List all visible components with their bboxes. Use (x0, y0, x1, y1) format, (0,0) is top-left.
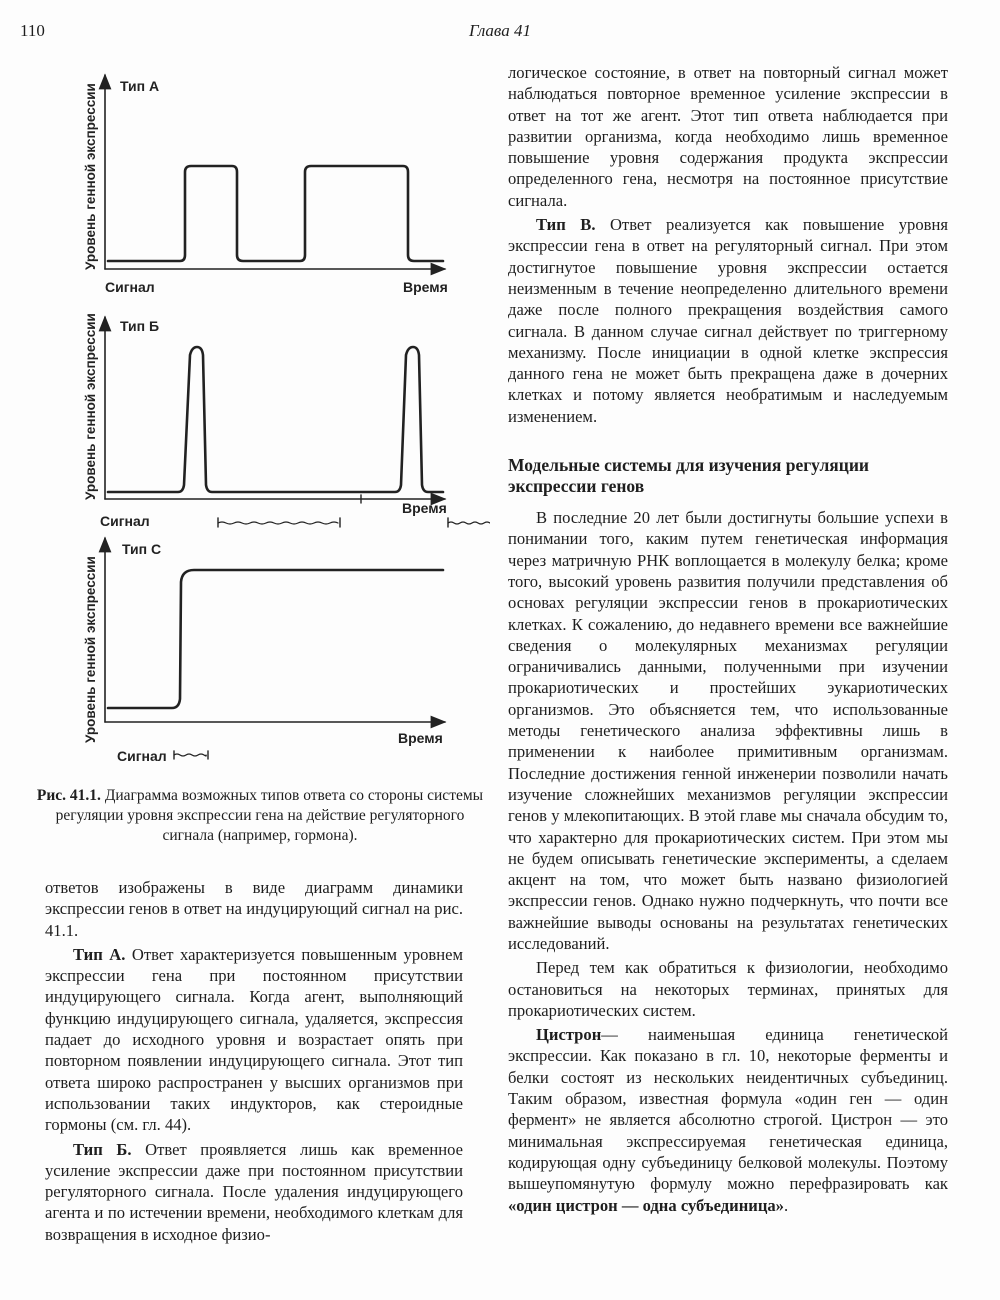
panel-a-title: Тип А (120, 78, 160, 94)
panel-c-title: Тип С (122, 541, 162, 557)
panel-a-ylabel: Уровень генной экспрессии (83, 83, 98, 270)
running-head: Глава 41 (469, 21, 531, 40)
expression-diagrams (60, 55, 490, 775)
panel-c-signal-label: Сигнал (117, 748, 167, 764)
left-paragraph-type-a (45, 944, 463, 1136)
section-heading: Модельные системы для изучения регуляции экспрессии генов (508, 455, 870, 497)
left-paragraph-type-b (45, 1139, 463, 1245)
right-paragraph-cistron (508, 1024, 948, 1216)
left-paragraph-1: ответов изображены в виде диаграмм динамики экспрессии генов в ответ на индуцирующий сигнал на рис. 41.1. (45, 878, 463, 940)
cistron-label: Цистрон (536, 1025, 602, 1045)
cistron-text: — наименьшая единица генетической экспрессии. Как показано в гл. 10, некоторые ферменты и белки состоят из нескольких неидентичных субъединиц. Таким образом, известная формула «один ген — один фермент» не является абсолютно строгой. Цистрон — это минимальная экспрессируемая генетическая единица, кодирующая одну субъединицу белковой молекулы. Поэтому вышеупомянутую формулу можно перефразировать как (508, 1025, 948, 1194)
type-v-text: Ответ реализуется как повышение уровня экспрессии гена в ответ на регуляторный сигнал. При этом достигнутое повышение уровня экспрессии остается неизменным в течение неопределенно длительного времени даже после полного прекращения воздействия самого сигнала. В данном случае сигнал действует по триггерному механизму. После инициации в одной клетке экспрессия данного гена не может быть прекращена даже в дочерних клетках и потому является необратимым и наследуемым изменением. (508, 215, 948, 426)
figure-41-1 (60, 55, 490, 775)
cistron-tail: . (783, 1195, 789, 1215)
type-v-label: Тип В. (536, 215, 596, 235)
right-paragraph-type-v (508, 214, 948, 427)
panel-b-title: Тип Б (120, 318, 160, 334)
panel-type-c (105, 538, 445, 759)
panel-b-ylabel: Уровень генной экспрессии (83, 313, 98, 500)
type-a-text: Ответ характеризуется повышенным уровнем экспрессии гена при постоянном присутствии индуцирующего сигнала. Когда агент, выполняющий функцию индуцирующего сигнала, удаляется, экспрессия падает до исходного уровня и возрастает опять при повторном появлении индуцирующего сигнала. Этот тип ответа широко распространен у высших организмов при использовании таких индукторов, как стероидные гормоны (см. гл. 44). (45, 944, 463, 1135)
panel-a-xlabel: Время (403, 279, 448, 295)
right-paragraph-models: В последние 20 лет были достигнуты большие успехи в понимании того, каким путем генетическая информация через матричную РНК воплощается в молекулу белка; кроме того, высокий уровень развития получили представления об основах регуляции экспрессии генов в прокариотических клетках. К сожалению, до недавнего времени все важнейшие сведения о молекулярных механизмах регуляции ограничивались данными, полученными при изучении прокариотических и простейших эукариотических организмов. Это объясняется тем, что использованные методы генетического анализа эффективны лишь в применении к наиболее примитивным организмам. Последние достижения генной инженерии позволили начать изучение сложнейших механизмов регуляции экспрессии генов у млекопитающих. В этой главе мы сначала обсудим то, что характерно для прокариотических систем. При этом мы не будем описывать генетические эксперименты, а сделаем акцент на том, что может быть названо физиологией экспрессии генов. Однако нужно подчеркнуть, что почти все важнейшие выводы основаны на результатах генетических исследований. (508, 508, 948, 953)
panel-b-xlabel: Время (402, 500, 447, 516)
right-paragraph-1: логическое состояние, в ответ на повторный сигнал может наблюдаться повторное временное усиление экспрессии в ответ на тот же агент. Этот тип ответа наблюдается при развитии организма, когда необходимо лишь временное повышение уровня содержания продукта экспрессии определенного гена, несмотря на постоянное присутствие сигнала. (508, 63, 948, 210)
type-a-label: Тип А. (73, 944, 126, 964)
caption-label: Рис. 41.1. (36, 787, 101, 804)
right-column (508, 62, 948, 1216)
caption-text: Диаграмма возможных типов ответа со стороны системы регуляции уровня экспрессии гена на действие регуляторного сигнала (например, гормона). (55, 787, 484, 844)
figure-caption (30, 786, 490, 846)
panel-type-b (105, 317, 490, 527)
left-column (45, 877, 463, 1245)
type-b-text: Ответ проявляется лишь как временное усиление экспрессии даже при постоянном присутствии регуляторного сигнала. После удаления индуцирующего агента и по истечении времени, необходимого клеткам для возвращения в исходное физио- (45, 1139, 463, 1244)
cistron-formula: «один цистрон — одна субъединица» (508, 1195, 784, 1215)
panel-a-signal-label: Сигнал (105, 279, 155, 295)
right-paragraph-terms: Перед тем как обратиться к физиологии, необходимо остановиться на некоторых терминах, принятых для прокариотических систем. (508, 958, 948, 1020)
panel-c-xlabel: Время (398, 730, 443, 746)
type-b-label: Тип Б. (73, 1139, 132, 1159)
page-number: 110 (20, 21, 45, 40)
panel-c-ylabel: Уровень генной экспрессии (83, 556, 98, 743)
panel-b-signal-label: Сигнал (100, 513, 150, 529)
panel-type-a (105, 75, 445, 269)
